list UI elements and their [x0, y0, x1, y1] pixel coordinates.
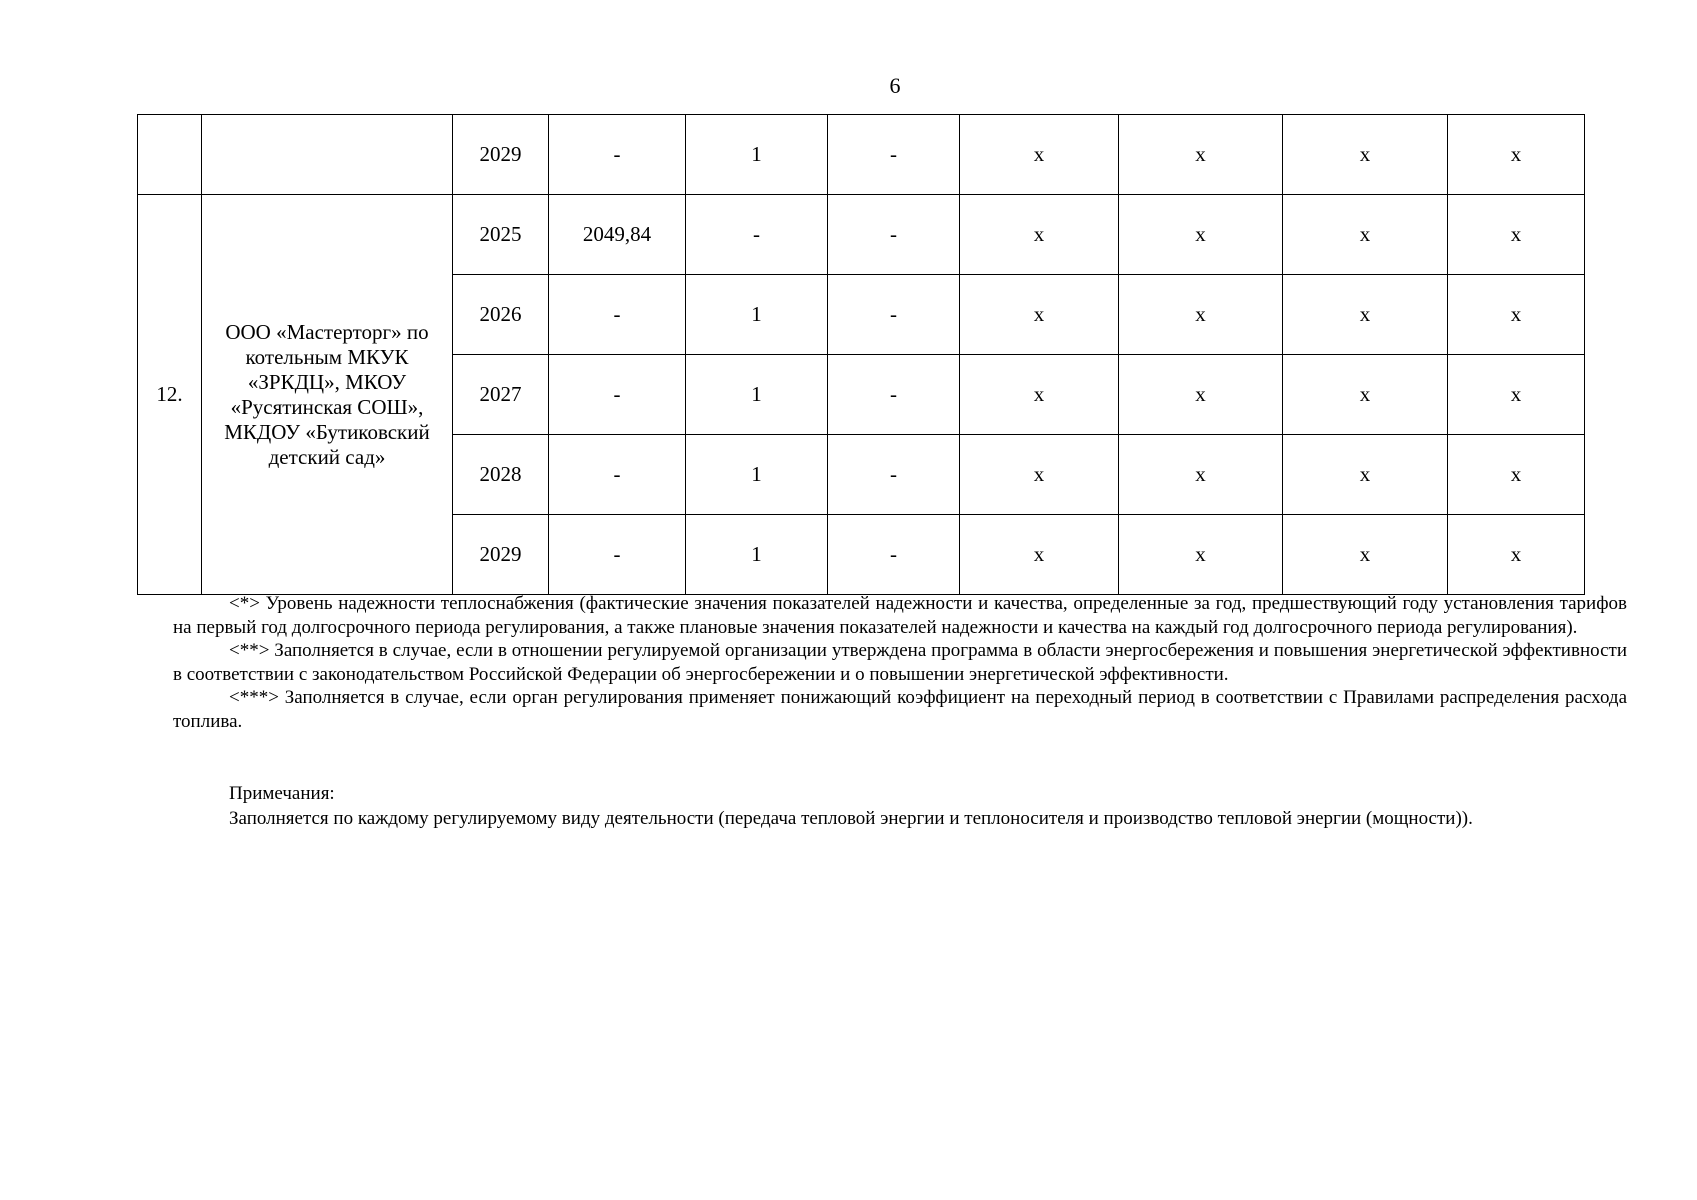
value-cell: -	[828, 195, 960, 275]
value-cell: -	[549, 115, 686, 195]
value-cell: x	[1119, 115, 1283, 195]
table-row	[138, 115, 1585, 195]
value-cell: x	[1283, 355, 1448, 435]
value-cell: x	[1448, 355, 1585, 435]
value-cell: x	[1119, 355, 1283, 435]
table-row	[138, 195, 1585, 275]
value-cell: -	[828, 435, 960, 515]
value-cell: 1	[686, 435, 828, 515]
footnotes	[173, 592, 1627, 733]
value-cell: x	[1283, 115, 1448, 195]
value-cell: x	[1448, 275, 1585, 355]
value-cell: x	[1448, 515, 1585, 595]
value-cell: x	[960, 515, 1119, 595]
organization-cell	[202, 115, 453, 195]
value-cell: x	[1283, 435, 1448, 515]
value-cell: x	[1119, 275, 1283, 355]
value-cell: x	[960, 435, 1119, 515]
value-cell: x	[960, 195, 1119, 275]
value-cell: x	[960, 355, 1119, 435]
value-cell: -	[828, 115, 960, 195]
value-cell: x	[1283, 275, 1448, 355]
value-cell: x	[960, 275, 1119, 355]
value-cell: x	[1448, 435, 1585, 515]
value-cell: x	[1283, 195, 1448, 275]
value-cell: -	[828, 355, 960, 435]
value-cell: x	[1119, 435, 1283, 515]
row-number-cell: 12.	[138, 195, 202, 595]
value-cell: 1	[686, 275, 828, 355]
year-cell: 2027	[453, 355, 549, 435]
value-cell: 1	[686, 515, 828, 595]
value-cell: x	[1283, 515, 1448, 595]
organization-cell: ООО «Мастерторг» по котельным МКУК «ЗРКДЦ», МКОУ «Русятинская СОШ», МКДОУ «Бутиковский детский сад»	[202, 195, 453, 595]
value-cell: -	[549, 275, 686, 355]
value-cell: x	[960, 115, 1119, 195]
footnote-reliability: <*> Уровень надежности теплоснабжения (фактические значения показателей надежности и качества, определенные за год, предшествующий году установления тарифов на первый год долгосрочного периода регулирования, а также плановые значения показателей надежности и качества на каждый год долгосрочного периода регулирования).	[173, 593, 1627, 638]
year-cell: 2025	[453, 195, 549, 275]
value-cell: -	[549, 435, 686, 515]
footnote-energy-saving: <**> Заполняется в случае, если в отношении регулируемой организации утверждена программа в области энергосбережения и повышения энергетической эффективности в соответствии с законодательством Российской Федерации об энергосбережении и о повышении энергетической эффективности.	[173, 640, 1627, 685]
year-cell: 2029	[453, 115, 549, 195]
data-table	[137, 114, 1585, 595]
value-cell: -	[828, 275, 960, 355]
year-cell: 2028	[453, 435, 549, 515]
value-cell: 2049,84	[549, 195, 686, 275]
value-cell: x	[1119, 195, 1283, 275]
footnote-coefficient: <***> Заполняется в случае, если орган регулирования применяет понижающий коэффициент на переходный период в соответствии с Правилами распределения расхода топлива.	[173, 687, 1627, 732]
value-cell: -	[686, 195, 828, 275]
value-cell: x	[1448, 115, 1585, 195]
value-cell: 1	[686, 115, 828, 195]
row-number-cell	[138, 115, 202, 195]
value-cell: -	[549, 355, 686, 435]
value-cell: 1	[686, 355, 828, 435]
value-cell: x	[1119, 515, 1283, 595]
value-cell: -	[549, 515, 686, 595]
year-cell: 2026	[453, 275, 549, 355]
page-number: 6	[889, 73, 901, 98]
notes-section	[229, 781, 1649, 831]
notes-text: Заполняется по каждому регулируемому виду деятельности (передача тепловой энергии и теплоносителя и производство тепловой энергии (мощности)).	[229, 808, 1473, 829]
value-cell: -	[828, 515, 960, 595]
notes-heading: Примечания:	[229, 783, 335, 804]
year-cell: 2029	[453, 515, 549, 595]
value-cell: x	[1448, 195, 1585, 275]
